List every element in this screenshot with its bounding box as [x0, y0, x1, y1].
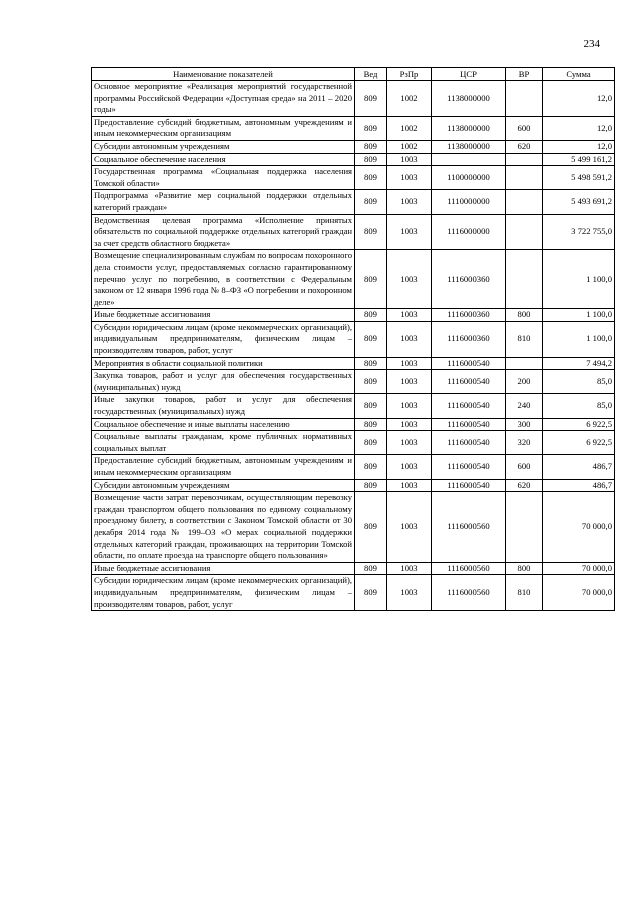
cell-sum: 1 100,0: [543, 250, 615, 309]
table-row: [92, 140, 615, 153]
table-header-row: [92, 68, 615, 81]
cell-csr: 1138000000: [432, 116, 506, 140]
cell-rzpr: 1003: [387, 153, 432, 166]
cell-sum: 70 000,0: [543, 562, 615, 575]
cell-vr: [506, 357, 543, 370]
cell-ved: 809: [355, 309, 387, 322]
table-row: [92, 575, 615, 611]
cell-rzpr: 1003: [387, 575, 432, 611]
table-row: [92, 190, 615, 214]
cell-sum: 12,0: [543, 116, 615, 140]
table-row: [92, 116, 615, 140]
cell-ved: 809: [355, 479, 387, 492]
cell-ved: 809: [355, 81, 387, 117]
cell-rzpr: 1002: [387, 116, 432, 140]
header-name: Наименование показателей: [92, 68, 355, 81]
table-row: [92, 431, 615, 455]
cell-name: Предоставление субсидий бюджетным, автономным учреждениям и иным некоммерческим организациям: [92, 116, 355, 140]
cell-csr: 1138000000: [432, 140, 506, 153]
cell-sum: 6 922,5: [543, 418, 615, 431]
table-row: [92, 166, 615, 190]
cell-name: Социальные выплаты гражданам, кроме публичных нормативных социальных выплат: [92, 431, 355, 455]
cell-ved: 809: [355, 166, 387, 190]
cell-csr: 1116000360: [432, 250, 506, 309]
cell-sum: 85,0: [543, 370, 615, 394]
cell-csr: 1116000000: [432, 214, 506, 250]
cell-vr: [506, 492, 543, 563]
cell-sum: 6 922,5: [543, 431, 615, 455]
cell-name: Субсидии автономным учреждениям: [92, 479, 355, 492]
cell-vr: 810: [506, 321, 543, 357]
cell-vr: 240: [506, 394, 543, 418]
table-row: [92, 562, 615, 575]
cell-vr: [506, 153, 543, 166]
cell-name: Иные бюджетные ассигнования: [92, 309, 355, 322]
cell-name: Закупка товаров, работ и услуг для обеспечения государственных (муниципальных) нужд: [92, 370, 355, 394]
cell-sum: 85,0: [543, 394, 615, 418]
cell-vr: 620: [506, 479, 543, 492]
table-row: [92, 153, 615, 166]
table-row: [92, 479, 615, 492]
cell-vr: 320: [506, 431, 543, 455]
cell-csr: 1116000540: [432, 418, 506, 431]
cell-vr: 810: [506, 575, 543, 611]
cell-rzpr: 1003: [387, 418, 432, 431]
cell-csr: 1116000540: [432, 479, 506, 492]
cell-sum: 486,7: [543, 479, 615, 492]
cell-rzpr: 1003: [387, 394, 432, 418]
cell-vr: [506, 190, 543, 214]
cell-csr: 1110000000: [432, 190, 506, 214]
cell-csr: 1116000540: [432, 357, 506, 370]
cell-sum: 1 100,0: [543, 309, 615, 322]
cell-ved: 809: [355, 116, 387, 140]
cell-sum: 5 499 161,2: [543, 153, 615, 166]
header-vr: ВР: [506, 68, 543, 81]
cell-ved: 809: [355, 190, 387, 214]
cell-csr: 1116000540: [432, 394, 506, 418]
table-row: [92, 357, 615, 370]
cell-ved: 809: [355, 214, 387, 250]
cell-rzpr: 1002: [387, 140, 432, 153]
cell-name: Ведомственная целевая программа «Исполнение принятых обязательств по социальной поддержке отдельных категорий граждан за счет средств областного бюджета»: [92, 214, 355, 250]
table-row: [92, 81, 615, 117]
cell-vr: [506, 214, 543, 250]
cell-csr: 1138000000: [432, 81, 506, 117]
cell-ved: 809: [355, 575, 387, 611]
cell-name: Возмещение специализированным службам по вопросам похоронного дела стоимости услуг, предоставляемых согласно гарантированному перечню услуг по погребению, в соответствии с Федеральным законом от 12 января 1996 года № 8–ФЗ «О погребении и похоронном деле»: [92, 250, 355, 309]
cell-ved: 809: [355, 357, 387, 370]
header-rzpr: РзПр: [387, 68, 432, 81]
cell-csr: 1116000560: [432, 492, 506, 563]
cell-csr: [432, 153, 506, 166]
cell-ved: 809: [355, 370, 387, 394]
cell-vr: [506, 81, 543, 117]
cell-name: Предоставление субсидий бюджетным, автономным учреждениям и иным некоммерческим организациям: [92, 455, 355, 479]
table-row: [92, 321, 615, 357]
cell-rzpr: 1003: [387, 190, 432, 214]
cell-csr: 1116000540: [432, 431, 506, 455]
cell-name: Иные закупки товаров, работ и услуг для обеспечения государственных (муниципальных) нужд: [92, 394, 355, 418]
cell-name: Субсидии юридическим лицам (кроме некоммерческих организаций), индивидуальным предпринимателям, физическим лицам – производителям товаров, работ, услуг: [92, 321, 355, 357]
cell-csr: 1116000360: [432, 309, 506, 322]
header-sum: Сумма: [543, 68, 615, 81]
cell-csr: 1116000560: [432, 575, 506, 611]
cell-vr: 800: [506, 309, 543, 322]
cell-name: Государственная программа «Социальная поддержка населения Томской области»: [92, 166, 355, 190]
page-number: 234: [583, 38, 600, 50]
cell-sum: 12,0: [543, 140, 615, 153]
cell-ved: 809: [355, 418, 387, 431]
cell-rzpr: 1003: [387, 321, 432, 357]
header-ved: Вед: [355, 68, 387, 81]
cell-sum: 1 100,0: [543, 321, 615, 357]
cell-ved: 809: [355, 394, 387, 418]
cell-name: Основное мероприятие «Реализация мероприятий государственной программы Российской Федерации «Доступная среда» на 2011 – 2020 годы»: [92, 81, 355, 117]
cell-name: Мероприятия в области социальной политики: [92, 357, 355, 370]
cell-rzpr: 1003: [387, 431, 432, 455]
table-row: [92, 455, 615, 479]
cell-rzpr: 1003: [387, 492, 432, 563]
cell-rzpr: 1002: [387, 81, 432, 117]
cell-vr: 600: [506, 455, 543, 479]
cell-sum: 5 498 591,2: [543, 166, 615, 190]
cell-rzpr: 1003: [387, 250, 432, 309]
cell-name: Субсидии юридическим лицам (кроме некоммерческих организаций), индивидуальным предпринимателям, физическим лицам – производителям товаров, работ, услуг: [92, 575, 355, 611]
cell-rzpr: 1003: [387, 562, 432, 575]
cell-vr: 600: [506, 116, 543, 140]
cell-vr: 200: [506, 370, 543, 394]
cell-rzpr: 1003: [387, 455, 432, 479]
cell-sum: 486,7: [543, 455, 615, 479]
cell-ved: 809: [355, 250, 387, 309]
cell-vr: 800: [506, 562, 543, 575]
cell-csr: 1116000540: [432, 370, 506, 394]
cell-ved: 809: [355, 431, 387, 455]
cell-name: Субсидии автономным учреждениям: [92, 140, 355, 153]
cell-sum: 70 000,0: [543, 575, 615, 611]
cell-name: Подпрограмма «Развитие мер социальной поддержки отдельных категорий граждан»: [92, 190, 355, 214]
cell-rzpr: 1003: [387, 309, 432, 322]
cell-sum: 70 000,0: [543, 492, 615, 563]
cell-ved: 809: [355, 153, 387, 166]
cell-sum: 3 722 755,0: [543, 214, 615, 250]
cell-rzpr: 1003: [387, 214, 432, 250]
budget-table: [91, 67, 615, 611]
cell-ved: 809: [355, 140, 387, 153]
cell-vr: 300: [506, 418, 543, 431]
table-row: [92, 250, 615, 309]
cell-vr: 620: [506, 140, 543, 153]
table-row: [92, 309, 615, 322]
cell-ved: 809: [355, 562, 387, 575]
table-row: [92, 370, 615, 394]
cell-csr: 1116000560: [432, 562, 506, 575]
cell-name: Социальное обеспечение населения: [92, 153, 355, 166]
cell-sum: 5 493 691,2: [543, 190, 615, 214]
cell-name: Социальное обеспечение и иные выплаты населению: [92, 418, 355, 431]
cell-csr: 1116000360: [432, 321, 506, 357]
cell-rzpr: 1003: [387, 357, 432, 370]
table-row: [92, 418, 615, 431]
table-row: [92, 492, 615, 563]
cell-ved: 809: [355, 321, 387, 357]
cell-name: Иные бюджетные ассигнования: [92, 562, 355, 575]
cell-ved: 809: [355, 455, 387, 479]
cell-rzpr: 1003: [387, 166, 432, 190]
header-csr: ЦСР: [432, 68, 506, 81]
cell-sum: 7 494,2: [543, 357, 615, 370]
cell-ved: 809: [355, 492, 387, 563]
cell-vr: [506, 166, 543, 190]
table-row: [92, 214, 615, 250]
cell-rzpr: 1003: [387, 370, 432, 394]
cell-csr: 1100000000: [432, 166, 506, 190]
cell-vr: [506, 250, 543, 309]
cell-sum: 12,0: [543, 81, 615, 117]
cell-rzpr: 1003: [387, 479, 432, 492]
cell-csr: 1116000540: [432, 455, 506, 479]
table-row: [92, 394, 615, 418]
cell-name: Возмещение части затрат перевозчикам, осуществляющим перевозку граждан транспортом общего пользования по единому социальному проездному билету, в соответствии с Законом Томской области от 30 декабря 2014 года № 199–ОЗ «О мерах социальной поддержки отдельных категорий граждан, проживающих на территории Томской области, по оплате проезда на транспорте общего пользования»: [92, 492, 355, 563]
